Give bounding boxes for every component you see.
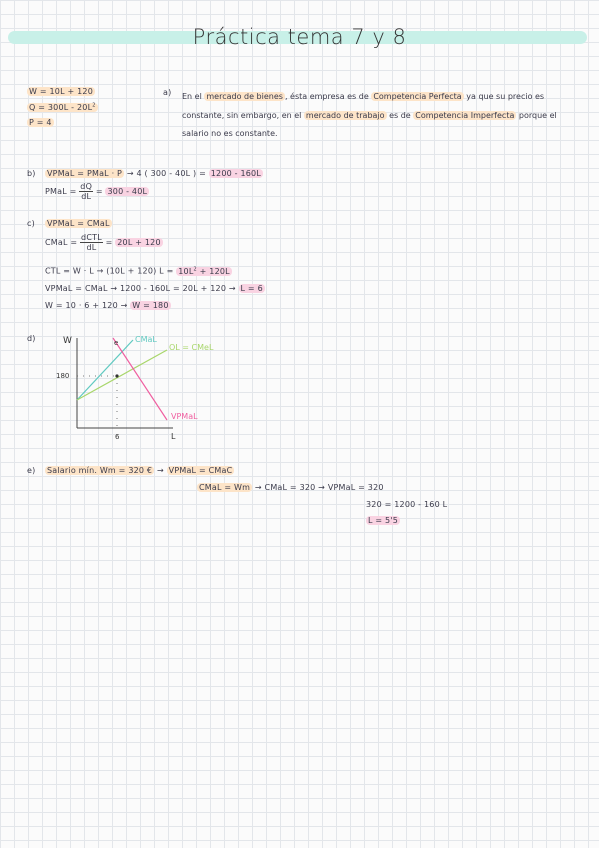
part-b-label: b) bbox=[27, 169, 36, 178]
part-c-l2c: 20L + 120 bbox=[117, 238, 161, 247]
part-e-line4 bbox=[366, 516, 400, 525]
equilibrium-point bbox=[115, 374, 118, 377]
part-d-label: d) bbox=[27, 334, 36, 343]
part-c-l5a: W = 10 · 6 + 120 → bbox=[45, 301, 128, 310]
given-q-text bbox=[27, 103, 98, 112]
part-b-l1c: 1200 - 160L bbox=[210, 169, 261, 178]
part-c-label: c) bbox=[27, 219, 35, 228]
vpmal-label: VPMaL bbox=[171, 412, 198, 421]
given-p-text: P = 4 bbox=[29, 118, 52, 127]
part-a-t1: En el bbox=[182, 92, 205, 101]
given-q-sup: 2 bbox=[92, 102, 96, 108]
part-c-line3 bbox=[45, 266, 232, 276]
part-c-den: dL bbox=[86, 243, 97, 252]
given-q-expr: Q = 300L - 20L bbox=[29, 102, 93, 112]
page-title: Práctica tema 7 y 8 bbox=[192, 25, 407, 49]
part-a-t3: ya que su precio es constante, sin embargo, en el bbox=[182, 92, 545, 120]
part-b-l1a: VPMaL = PMaL · P bbox=[47, 169, 123, 178]
part-c-eq: = bbox=[105, 238, 113, 247]
part-c-line2 bbox=[45, 233, 163, 252]
part-e-l1a: Salario mín. Wm = 320 € bbox=[47, 466, 153, 475]
part-c-l4c: L = 6 bbox=[240, 284, 263, 293]
part-c-line5 bbox=[45, 301, 171, 310]
part-c-l3d: + 120L bbox=[199, 266, 230, 276]
given-w bbox=[27, 87, 95, 96]
part-b-eq: = bbox=[95, 187, 103, 196]
cmal-label: CMaL bbox=[135, 335, 157, 344]
part-c-line4 bbox=[45, 284, 265, 293]
part-c-l3c: 10L bbox=[178, 266, 194, 276]
part-c-line1 bbox=[45, 219, 112, 228]
part-a-t5: porque el salario no es constante. bbox=[182, 110, 557, 138]
part-a-t4: es de bbox=[386, 110, 414, 120]
y-tick-180: 180 bbox=[56, 372, 70, 380]
part-a-paragraph bbox=[182, 88, 576, 144]
part-a-t2: , ésta empresa es de bbox=[284, 92, 372, 101]
y-axis-label: W bbox=[63, 336, 72, 346]
part-a-h4: Competencia Imperfecta bbox=[415, 110, 515, 120]
part-c-fraction bbox=[80, 233, 103, 252]
vpmal-curve bbox=[113, 338, 167, 420]
ol-label: OL = CMeL bbox=[169, 343, 214, 352]
ol-curve bbox=[77, 350, 167, 400]
given-p bbox=[27, 118, 54, 127]
part-a-h2: Competencia Perfecta bbox=[373, 92, 462, 101]
part-c-l5c: W = 180 bbox=[132, 301, 169, 310]
part-e-l2a: CMaL = Wm bbox=[199, 483, 251, 492]
part-c-l3a: CTL = W · L → (10L + 120) L = bbox=[45, 266, 174, 276]
part-b-line1 bbox=[45, 169, 263, 178]
part-c-l3c-wrap bbox=[176, 267, 232, 276]
part-e-l1b: → bbox=[156, 466, 164, 475]
part-c-l1: VPMaL = CMaL bbox=[47, 219, 110, 228]
part-b-num: dQ bbox=[80, 182, 93, 191]
part-b-l2c: 300 - 40L bbox=[107, 187, 148, 196]
cmal-curve bbox=[77, 340, 133, 400]
part-e-l4: L = 5'5 bbox=[368, 516, 399, 525]
part-c-l3sup: 2 bbox=[193, 266, 197, 272]
part-b-line2 bbox=[45, 182, 149, 201]
part-a-h3: mercado de trabajo bbox=[305, 110, 385, 120]
given-q bbox=[27, 102, 98, 112]
part-c-num: dCTL bbox=[81, 233, 102, 242]
x-axis-label: L bbox=[171, 432, 176, 441]
part-b-l1b: → 4 ( 300 - 40L ) = bbox=[126, 169, 206, 178]
part-b-l2a: PMaL = bbox=[45, 187, 77, 196]
point-label: e bbox=[114, 339, 119, 347]
given-w-text: W = 10L + 120 bbox=[29, 87, 93, 96]
part-e-l1c: VPMaL = CMaC bbox=[168, 466, 233, 475]
part-e-line1 bbox=[45, 466, 234, 475]
part-e-l2b: → CMaL = 320 → VPMaL = 320 bbox=[254, 483, 384, 492]
part-c-l2a: CMaL = bbox=[45, 238, 78, 247]
part-e-line2 bbox=[197, 483, 384, 492]
part-b-fraction bbox=[79, 182, 93, 201]
part-e-label: e) bbox=[27, 466, 36, 475]
part-e-line3: 320 = 1200 - 160 L bbox=[366, 500, 448, 509]
x-tick-6: 6 bbox=[115, 433, 120, 441]
part-a-h1: mercado de bienes bbox=[206, 92, 283, 101]
part-a-label: a) bbox=[163, 88, 172, 97]
labor-market-graph bbox=[55, 330, 255, 445]
part-b-den: dL bbox=[81, 192, 92, 201]
part-c-l4a: VPMaL = CMaL → 1200 - 160L = 20L + 120 → bbox=[45, 284, 236, 293]
